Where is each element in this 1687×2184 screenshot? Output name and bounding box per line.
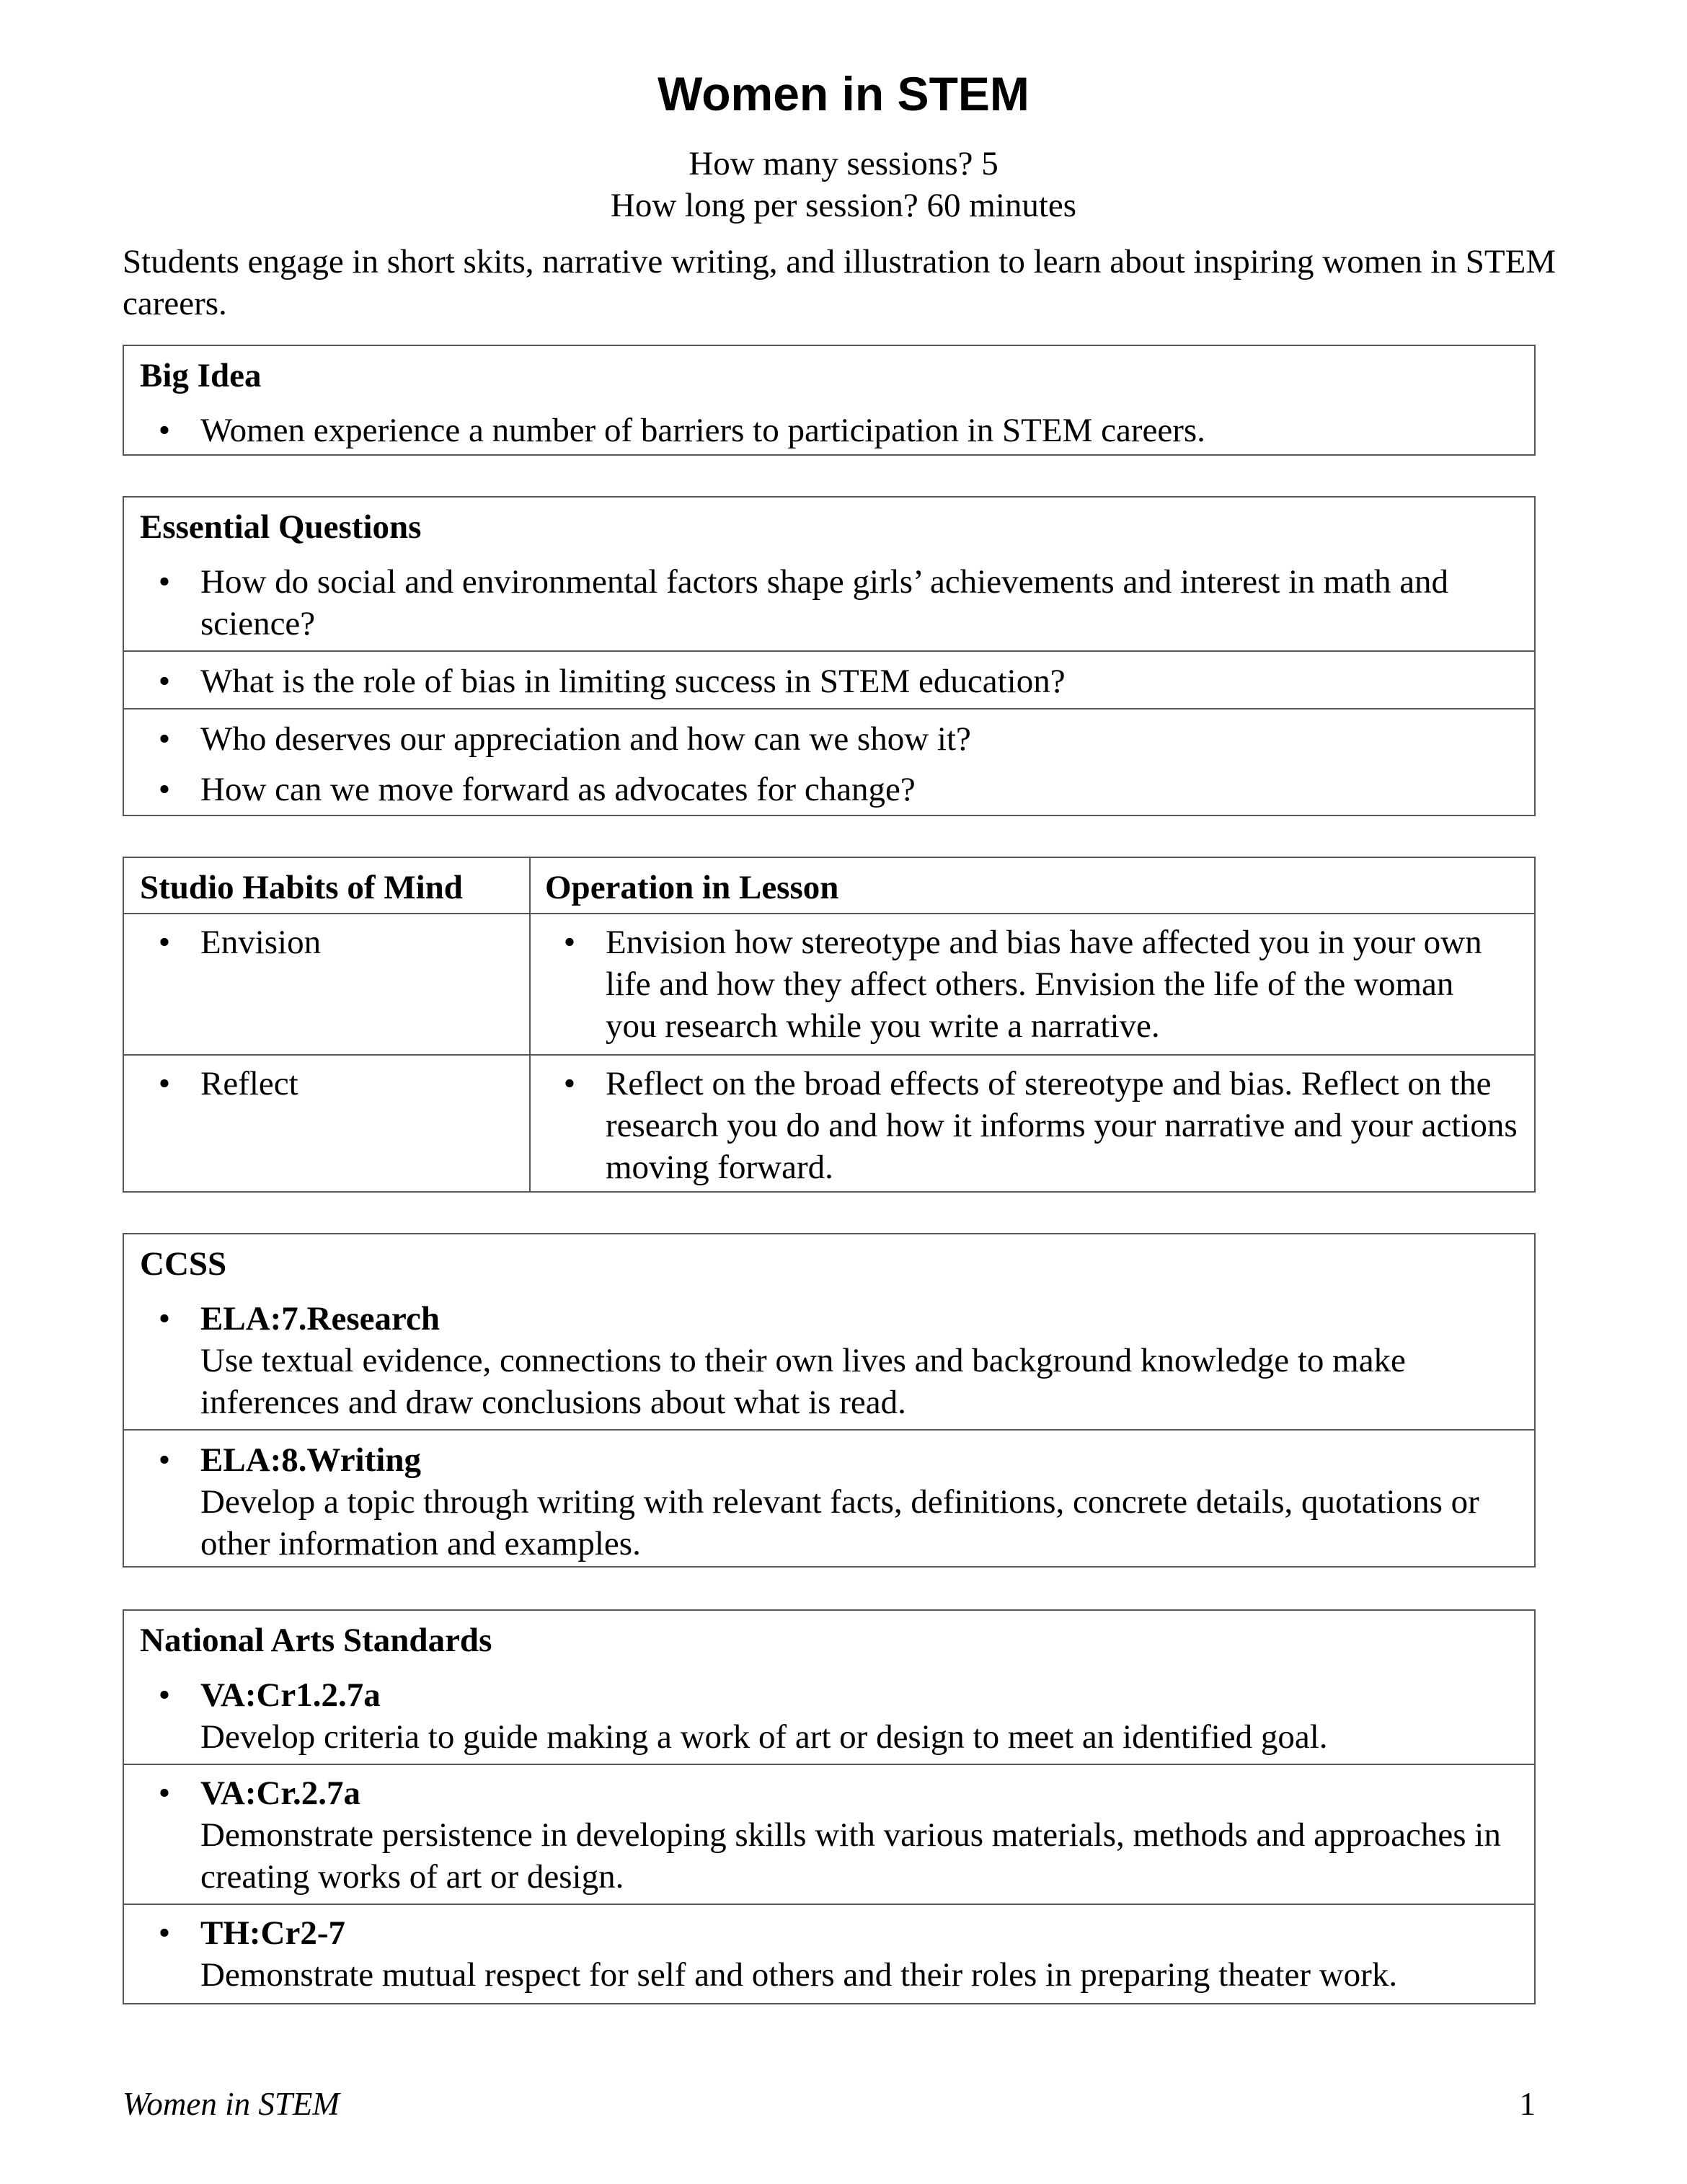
bullet-icon: • xyxy=(158,1441,171,1479)
row-divider xyxy=(124,1764,1534,1765)
standard-text: Develop criteria to guide making a work of art or design to meet an identified goal. xyxy=(200,1718,1328,1756)
row-divider xyxy=(124,1429,1534,1431)
bullet-icon: • xyxy=(158,1774,171,1812)
standard-item xyxy=(150,1439,1520,1565)
standard-code: VA:Cr.2.7a xyxy=(200,1774,360,1812)
bullet-icon: • xyxy=(158,412,171,449)
intro-paragraph: Students engage in short skits, narrative writing, and illustration to learn about inspiring women in STEM careers. xyxy=(123,243,1557,322)
standard-item xyxy=(150,1912,1520,1996)
sessions-line: How many sessions? 5 xyxy=(688,145,999,182)
standard-item xyxy=(150,1298,1520,1423)
table-row-operation: • Reflect on the broad effects of stereotype and bias. Reflect on the research you do and how it informs your narrative and your actions moving forward. xyxy=(555,1063,1520,1188)
bullet-icon: • xyxy=(158,720,171,758)
standard-code: ELA:8.Writing xyxy=(200,1441,421,1479)
habits-col2-heading: Operation in Lesson xyxy=(545,869,839,906)
bullet-icon: • xyxy=(158,924,171,961)
bullet-icon: • xyxy=(158,771,171,808)
table-row-operation: • Envision how stereotype and bias have affected you in your own life and how they affect others. Envision the life of the woman you research while you write a narrative. xyxy=(555,921,1484,1047)
big-idea-box xyxy=(123,345,1536,456)
bullet-icon: • xyxy=(158,1914,171,1952)
bullet-icon: • xyxy=(158,1065,171,1102)
standard-text: Demonstrate mutual respect for self and others and their roles in preparing theater work. xyxy=(200,1956,1398,1994)
table-row-habit: • Envision xyxy=(150,921,510,963)
standard-text: Develop a topic through writing with relevant facts, definitions, concrete details, quotations or other information and examples. xyxy=(200,1483,1479,1562)
page-title: Women in STEM xyxy=(657,67,1030,120)
duration-line: How long per session? 60 minutes xyxy=(610,187,1077,224)
footer-title: Women in STEM xyxy=(123,2086,340,2122)
table-row-habit: • Reflect xyxy=(150,1063,510,1105)
essential-questions-heading: Essential Questions xyxy=(140,508,422,546)
bullet-icon: • xyxy=(158,663,171,700)
row-divider xyxy=(124,1904,1534,1905)
bullet-icon: • xyxy=(563,924,576,961)
standard-item xyxy=(150,1772,1520,1898)
standard-text: Use textual evidence, connections to their own lives and background knowledge to make inferences and draw conclusions about what is read. xyxy=(200,1342,1406,1421)
ccss-heading: CCSS xyxy=(140,1245,227,1283)
essential-questions-box xyxy=(123,496,1536,816)
row-divider xyxy=(124,913,1534,914)
arts-standards-box xyxy=(123,1609,1536,2004)
row-divider xyxy=(124,650,1534,652)
arts-standards-heading: National Arts Standards xyxy=(140,1622,492,1659)
bullet-icon: • xyxy=(158,563,171,601)
list-item: • How can we move forward as advocates for change? xyxy=(150,769,1520,810)
habits-col1-heading: Studio Habits of Mind xyxy=(140,869,463,906)
row-divider xyxy=(124,1054,1534,1056)
bullet-icon: • xyxy=(158,1300,171,1338)
list-item: • Women experience a number of barriers to participation in STEM careers. xyxy=(150,410,1520,451)
big-idea-heading: Big Idea xyxy=(140,357,262,394)
standard-text: Demonstrate persistence in developing skills with various materials, methods and approaches in creating works of art or design. xyxy=(200,1816,1501,1896)
bullet-icon: • xyxy=(158,1676,171,1714)
bullet-icon: • xyxy=(563,1065,576,1102)
habits-table xyxy=(123,857,1536,1193)
list-item: • Who deserves our appreciation and how can we show it? xyxy=(150,718,1520,760)
page-number: 1 xyxy=(1519,2086,1536,2122)
ccss-box xyxy=(123,1233,1536,1568)
standard-code: VA:Cr1.2.7a xyxy=(200,1676,381,1714)
standard-code: TH:Cr2-7 xyxy=(200,1914,346,1952)
list-item: • How do social and environmental factors shape girls’ achievements and interest in math and science? xyxy=(150,561,1491,645)
standard-item xyxy=(150,1674,1520,1758)
row-divider xyxy=(124,708,1534,709)
standard-code: ELA:7.Research xyxy=(200,1300,440,1338)
list-item: • What is the role of bias in limiting success in STEM education? xyxy=(150,660,1520,702)
